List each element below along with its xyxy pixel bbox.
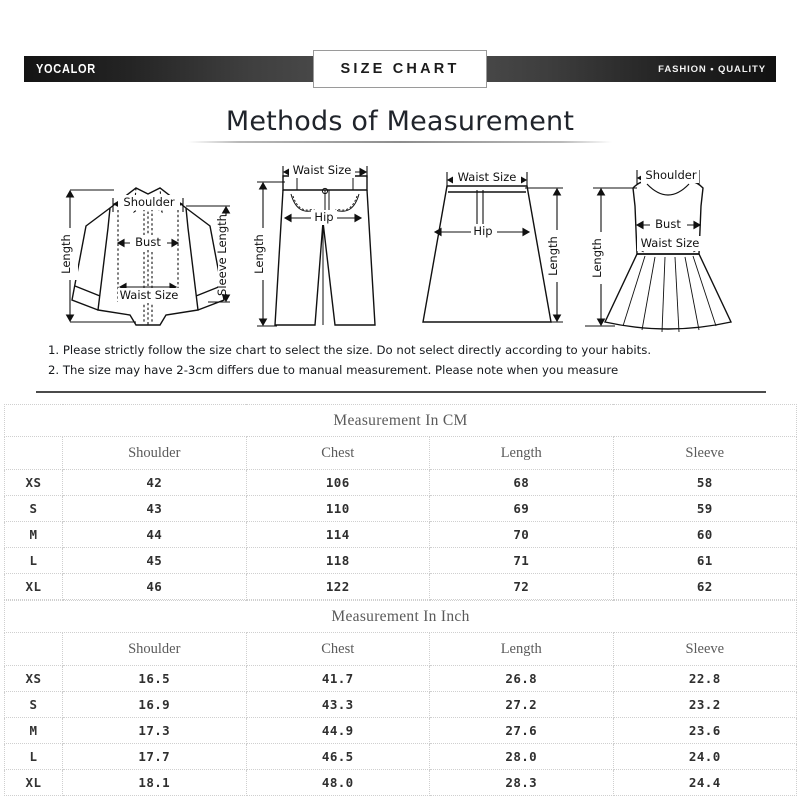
- table-row: [5, 666, 797, 692]
- col-head-shoulder: Shoulder: [63, 437, 247, 470]
- skirt-label-length: Length: [546, 236, 560, 276]
- shirt-diagram: [48, 150, 248, 335]
- brand-logo: YOCALOR: [36, 62, 96, 76]
- size-label: M: [5, 718, 63, 744]
- page-header: [0, 0, 800, 98]
- shirt-label-sleeve: Sleeve Length: [215, 214, 229, 296]
- size-label: L: [5, 744, 63, 770]
- size-label: XS: [5, 666, 63, 692]
- cell-chest: 44.9: [246, 718, 430, 744]
- shirt-label-length: Length: [59, 234, 73, 274]
- table-row: [5, 496, 797, 522]
- cell-shoulder: 44: [63, 522, 247, 548]
- pants-label-hip: Hip: [314, 210, 334, 224]
- size-chart-badge: [313, 50, 487, 88]
- col-head-chest: Chest: [246, 437, 430, 470]
- cell-sleeve: 23.2: [613, 692, 797, 718]
- cell-shoulder: 17.3: [63, 718, 247, 744]
- cell-sleeve: 24.0: [613, 744, 797, 770]
- table-row: [5, 522, 797, 548]
- cell-sleeve: 60: [613, 522, 797, 548]
- table-caption-inch: Measurement In Inch: [5, 601, 797, 633]
- cell-chest: 41.7: [246, 666, 430, 692]
- cell-chest: 118: [246, 548, 430, 574]
- cell-shoulder: 43: [63, 496, 247, 522]
- cell-chest: 114: [246, 522, 430, 548]
- cell-chest: 43.3: [246, 692, 430, 718]
- pants-label-length: Length: [252, 234, 266, 274]
- dress-label-length: Length: [590, 238, 604, 278]
- cell-shoulder: 17.7: [63, 744, 247, 770]
- size-label: XL: [5, 770, 63, 796]
- shirt-label-shoulder: Shoulder: [123, 195, 175, 209]
- cell-shoulder: 45: [63, 548, 247, 574]
- col-head-length: Length: [430, 437, 614, 470]
- cell-length: 26.8: [430, 666, 614, 692]
- dress-label-bust: Bust: [655, 217, 681, 231]
- measurement-diagrams: [0, 150, 800, 335]
- size-label: XS: [5, 470, 63, 496]
- cell-length: 70: [430, 522, 614, 548]
- dress-label-waist: Waist Size: [640, 236, 700, 250]
- cell-length: 69: [430, 496, 614, 522]
- size-label: S: [5, 496, 63, 522]
- cell-shoulder: 46: [63, 574, 247, 600]
- table-row: [5, 470, 797, 496]
- col-head-chest: Chest: [246, 633, 430, 666]
- table-row: [5, 692, 797, 718]
- size-label: S: [5, 692, 63, 718]
- cell-chest: 46.5: [246, 744, 430, 770]
- cell-sleeve: 23.6: [613, 718, 797, 744]
- table-header-row: [5, 633, 797, 666]
- skirt-diagram: [415, 150, 575, 335]
- cell-length: 68: [430, 470, 614, 496]
- measurement-notes: [48, 340, 758, 380]
- table-row: [5, 770, 797, 796]
- cell-shoulder: 18.1: [63, 770, 247, 796]
- skirt-label-waist: Waist Size: [457, 170, 517, 184]
- size-table-inch: [4, 600, 797, 796]
- cell-length: 28.3: [430, 770, 614, 796]
- dress-label-shoulder: Shoulder: [645, 168, 697, 182]
- note-line-1: 1. Please strictly follow the size chart to select the size. Do not select directly according to your habits.: [48, 343, 652, 357]
- brand-tagline: FASHION • QUALITY: [658, 64, 766, 75]
- size-label: L: [5, 548, 63, 574]
- cell-length: 72: [430, 574, 614, 600]
- table-caption-cm: Measurement In CM: [5, 405, 797, 437]
- note-line-2: 2. The size may have 2-3cm differs due to manual measurement. Please note when you measure: [48, 363, 619, 377]
- table-row: [5, 744, 797, 770]
- col-head-shoulder: Shoulder: [63, 633, 247, 666]
- col-head-size: [5, 633, 63, 666]
- cell-sleeve: 58: [613, 470, 797, 496]
- size-chart-badge-label: SIZE CHART: [340, 61, 460, 77]
- cell-sleeve: 61: [613, 548, 797, 574]
- col-head-size: [5, 437, 63, 470]
- size-table-cm: [4, 404, 797, 600]
- cell-chest: 48.0: [246, 770, 430, 796]
- tables-top-divider: [36, 391, 766, 393]
- col-head-length: Length: [430, 633, 614, 666]
- cell-shoulder: 16.9: [63, 692, 247, 718]
- size-label: XL: [5, 574, 63, 600]
- cell-length: 28.0: [430, 744, 614, 770]
- cell-length: 71: [430, 548, 614, 574]
- shirt-label-waist: Waist Size: [119, 288, 179, 302]
- cell-chest: 110: [246, 496, 430, 522]
- cell-length: 27.2: [430, 692, 614, 718]
- table-caption-row: [5, 405, 797, 437]
- title-underline-rule: [188, 141, 612, 143]
- cell-shoulder: 42: [63, 470, 247, 496]
- cell-chest: 122: [246, 574, 430, 600]
- shirt-label-bust: Bust: [135, 235, 161, 249]
- col-head-sleeve: Sleeve: [613, 437, 797, 470]
- cell-sleeve: 22.8: [613, 666, 797, 692]
- cell-sleeve: 24.4: [613, 770, 797, 796]
- table-row: [5, 718, 797, 744]
- table-header-row: [5, 437, 797, 470]
- cell-sleeve: 62: [613, 574, 797, 600]
- cell-sleeve: 59: [613, 496, 797, 522]
- page-title: Methods of Measurement: [225, 106, 575, 137]
- table-row: [5, 574, 797, 600]
- cell-shoulder: 16.5: [63, 666, 247, 692]
- table-caption-row: [5, 601, 797, 633]
- table-row: [5, 548, 797, 574]
- skirt-label-hip: Hip: [473, 224, 493, 238]
- cell-chest: 106: [246, 470, 430, 496]
- col-head-sleeve: Sleeve: [613, 633, 797, 666]
- cell-length: 27.6: [430, 718, 614, 744]
- pants-diagram: [245, 150, 405, 335]
- dress-diagram: [575, 150, 760, 335]
- section-title-block: [0, 105, 800, 139]
- pants-label-waist: Waist Size: [292, 163, 352, 177]
- size-label: M: [5, 522, 63, 548]
